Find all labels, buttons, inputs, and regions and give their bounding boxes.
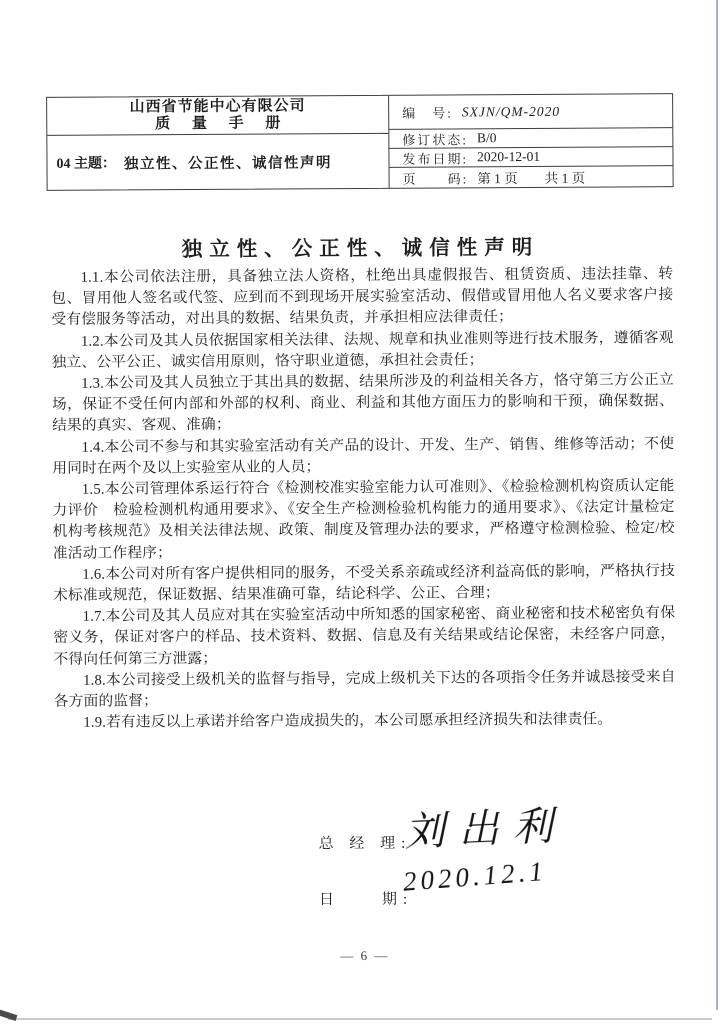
statement-paragraph: 1.6.本公司对所有客户提供相同的服务，不受关系亲疏或经济利益高低的影响，严格执行技术标准或规范，保证数据、结果准确可靠，结论科学、公正、合理； [53, 562, 676, 604]
revision-status-label: 修订状态: [402, 131, 469, 148]
document-title: 独立性、公正性、诚信性声明 [181, 236, 540, 262]
doc-number-cell [389, 94, 672, 130]
statement-paragraph: 1.1.本公司依法注册，具备独立法人资格，杜绝出具虚假报告、租赁资质、违法挂靠、转包、冒用他人签名或代签、应到而不到现场开展实验室活动、假借或冒用他人名义要求客户接受有偿服务等活动，对出具的数据、结果负责，并承担相应法律责任； [51, 266, 674, 329]
release-date-value: 2020-12-01 [477, 148, 541, 165]
scan-edge-line-bottom [8, 1018, 712, 1020]
header-left-column [47, 96, 390, 190]
header-right-column [389, 94, 673, 188]
manager-handwritten-signature: 刘出利 [403, 802, 568, 855]
statement-paragraph: 1.9.若有违反以上承诺并给客户造成损失的，本公司愿承担经济损失和法律责任。 [83, 711, 613, 731]
topic-label: 04 主题： [56, 156, 117, 172]
page-code-label: 页 码: [402, 170, 469, 187]
general-manager-label: 总 经 理: [318, 835, 412, 853]
revision-status-cell [389, 128, 672, 149]
manual-title: 质 量 手 册 [155, 115, 290, 133]
doc-number-label: 编 号: [402, 105, 453, 121]
topic-cell [47, 134, 388, 190]
topic-value: 独立性、公正性、诚信性声明 [123, 154, 333, 172]
page-code-value: 第 1 页 共 1 页 [477, 170, 586, 187]
scan-edge-line-right [716, 0, 718, 1010]
doc-number-value: SXJN/QM-2020 [461, 103, 561, 119]
footer-page-number: — 6 — [340, 947, 390, 964]
date-label: 日 期: [318, 891, 414, 909]
statement-paragraph: 1.8.本公司接受上级机关的监督与指导，完成上级机关下达的各项指令任务并诚恳接受来自各方面的监督； [53, 668, 676, 710]
company-name: 山西省节能中心有限公司 [129, 98, 306, 116]
statement-paragraph: 1.5.本公司管理体系运行符合《检测校准实验室能力认可准则》、《检验检测机构资质认定能力评价 检验检测机构通用要求》、《安全生产检测检验机构能力的通用要求》、《法定计量检定机构考核规范》及相关法律法规、政策、制度及管理办法的要求，严格遵守检测检验、检定/校准活动工作程序； [52, 478, 675, 562]
signature-block [318, 798, 649, 930]
document-body [51, 264, 676, 734]
statement-paragraph: 1.7.本公司及其人员应对其在实验室活动中所知悉的国家秘密、商业秘密和技术秘密负有保密义务，保证对客户的样品、技术资料、数据、信息及有关结果或结论保密，未经客户同意，不得向任何第三方泄露； [53, 605, 676, 668]
statement-paragraph: 1.3.本公司及其人员独立于其出具的数据、结果所涉及的利益相关各方，恪守第三方公正立场，保证不受任何内部和外部的权利、商业、利益和其他方面压力的影响和干预，确保数据、结果的真实、客观、准确； [51, 372, 675, 435]
revision-status-value: B/0 [476, 130, 497, 146]
document-header-table [46, 93, 674, 191]
statement-paragraph: 1.4.本公司不参与和其实验室活动有关产品的设计、开发、生产、销售、维修等活动；不使用同时在两个及以上实验室从业的人员； [52, 435, 675, 477]
release-date-cell [389, 147, 672, 168]
page-code-cell [390, 166, 673, 188]
release-date-label: 发布日期: [402, 150, 469, 167]
statement-paragraph: 1.2.本公司及其人员依据国家相关法律、法规、规章和执业准则等进行技术服务，遵循客观独立、公平公正、诚实信用原则，恪守职业道德，承担社会责任； [51, 329, 674, 371]
company-title-cell [47, 96, 388, 136]
handwritten-date: 2020.12.1 [401, 855, 548, 897]
